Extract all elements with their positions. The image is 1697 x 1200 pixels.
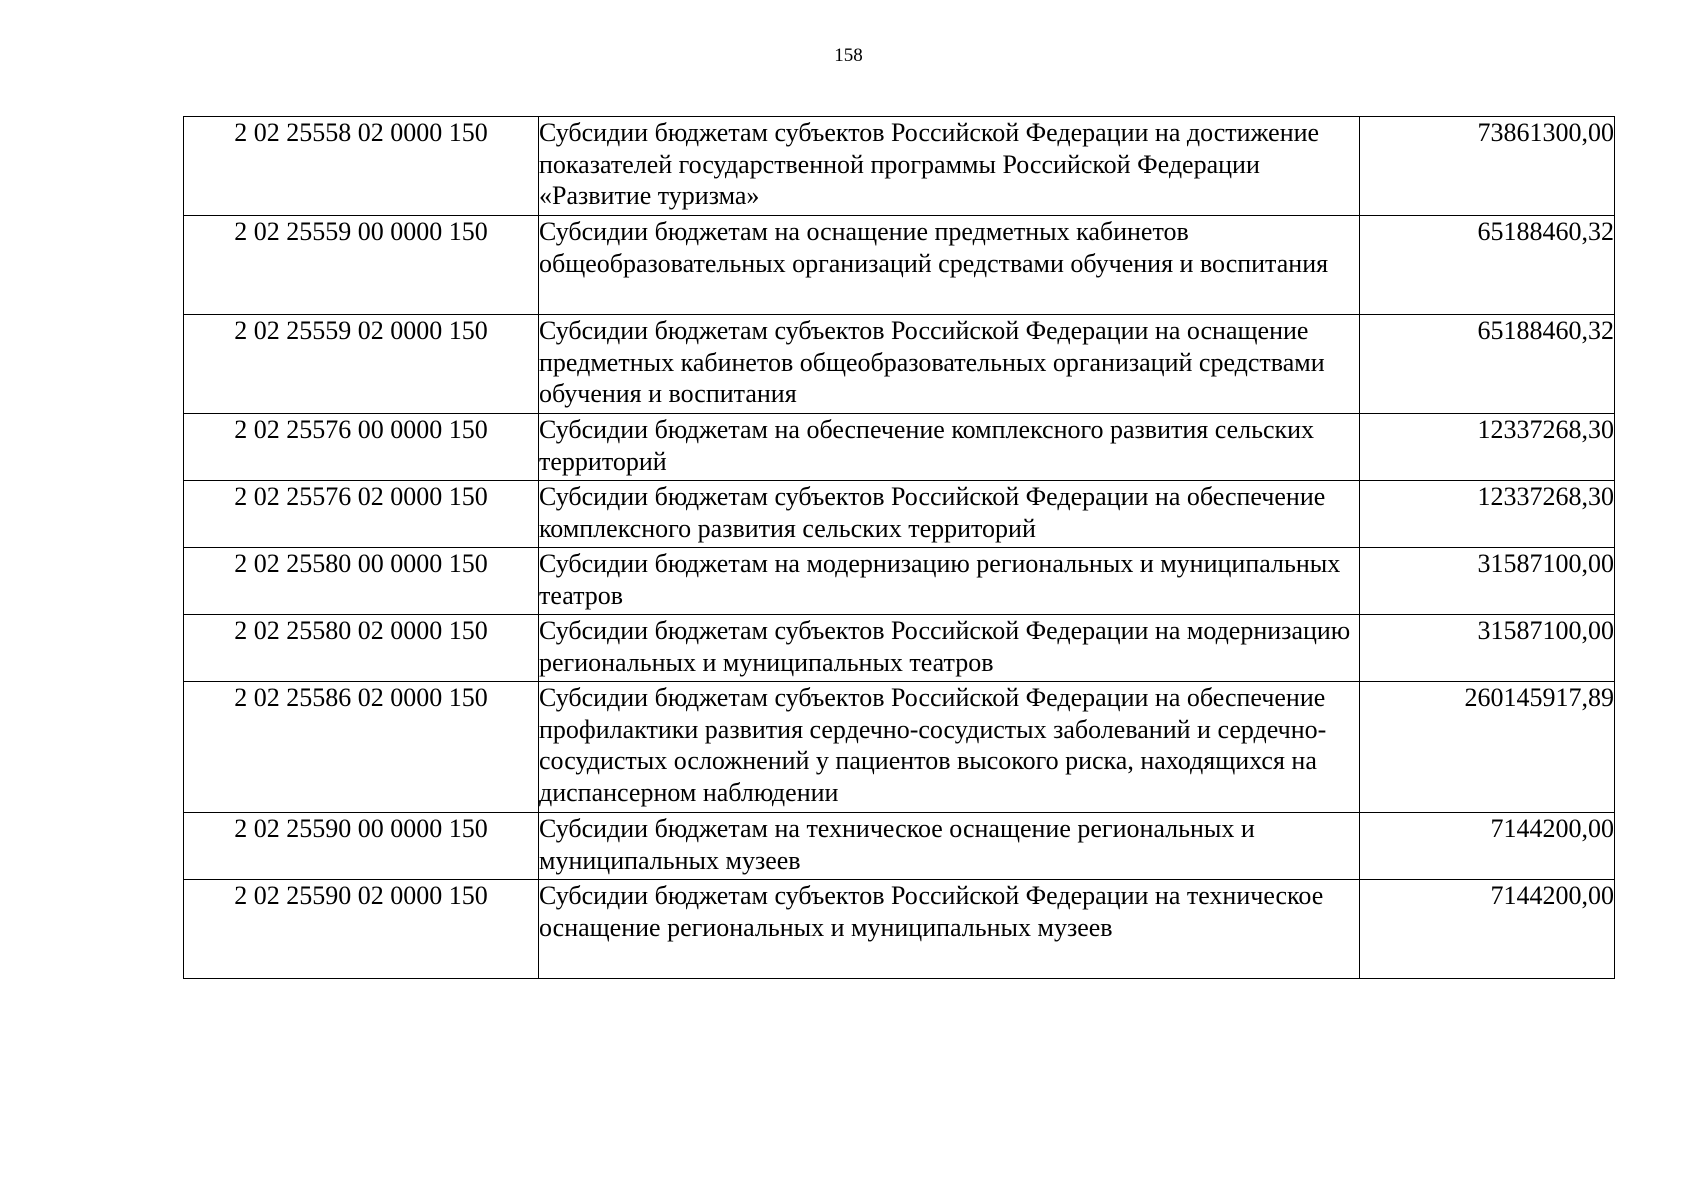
table-row xyxy=(184,880,1615,979)
amount: 260145917,89 xyxy=(1360,682,1615,813)
budget-classification-code: 2 02 25590 00 0000 150 xyxy=(184,813,539,880)
revenue-description: Субсидии бюджетам субъектов Российской Федерации на оснащение предметных кабинетов общеобразовательных организаций средствами обучения и воспитания xyxy=(539,315,1360,414)
revenue-description: Субсидии бюджетам субъектов Российской Федерации на техническое оснащение региональных и муниципальных музеев xyxy=(539,880,1360,979)
table-row xyxy=(184,481,1615,548)
amount: 31587100,00 xyxy=(1360,615,1615,682)
revenue-description: Субсидии бюджетам на модернизацию региональных и муниципальных театров xyxy=(539,548,1360,615)
revenue-description: Субсидии бюджетам на обеспечение комплексного развития сельских территорий xyxy=(539,414,1360,481)
budget-classification-code: 2 02 25576 00 0000 150 xyxy=(184,414,539,481)
budget-revenue-table xyxy=(183,116,1615,979)
table-row xyxy=(184,117,1615,216)
table-row xyxy=(184,414,1615,481)
amount: 7144200,00 xyxy=(1360,813,1615,880)
amount: 73861300,00 xyxy=(1360,117,1615,216)
revenue-description: Субсидии бюджетам на техническое оснащение региональных и муниципальных музеев xyxy=(539,813,1360,880)
revenue-description: Субсидии бюджетам на оснащение предметных кабинетов общеобразовательных организаций средствами обучения и воспитания xyxy=(539,216,1360,315)
budget-classification-code: 2 02 25586 02 0000 150 xyxy=(184,682,539,813)
amount: 65188460,32 xyxy=(1360,315,1615,414)
amount: 31587100,00 xyxy=(1360,548,1615,615)
amount: 12337268,30 xyxy=(1360,481,1615,548)
table-row xyxy=(184,315,1615,414)
budget-classification-code: 2 02 25559 00 0000 150 xyxy=(184,216,539,315)
table-row xyxy=(184,615,1615,682)
amount: 12337268,30 xyxy=(1360,414,1615,481)
table-row xyxy=(184,216,1615,315)
revenue-description: Субсидии бюджетам субъектов Российской Федерации на обеспечение комплексного развития сельских территорий xyxy=(539,481,1360,548)
revenue-description: Субсидии бюджетам субъектов Российской Федерации на достижение показателей государственной программы Российской Федерации «Развитие туризма» xyxy=(539,117,1360,216)
page-number: 158 xyxy=(834,45,863,66)
table-row xyxy=(184,813,1615,880)
budget-classification-code: 2 02 25558 02 0000 150 xyxy=(184,117,539,216)
budget-classification-code: 2 02 25590 02 0000 150 xyxy=(184,880,539,979)
revenue-description: Субсидии бюджетам субъектов Российской Федерации на модернизацию региональных и муниципальных театров xyxy=(539,615,1360,682)
amount: 7144200,00 xyxy=(1360,880,1615,979)
amount: 65188460,32 xyxy=(1360,216,1615,315)
budget-classification-code: 2 02 25576 02 0000 150 xyxy=(184,481,539,548)
budget-classification-code: 2 02 25580 00 0000 150 xyxy=(184,548,539,615)
revenue-description: Субсидии бюджетам субъектов Российской Федерации на обеспечение профилактики развития сердечно-сосудистых заболеваний и сердечно-сосудистых осложнений у пациентов высокого риска, находящихся на диспансерном наблюдении xyxy=(539,682,1360,813)
budget-classification-code: 2 02 25580 02 0000 150 xyxy=(184,615,539,682)
table-row xyxy=(184,548,1615,615)
table-row xyxy=(184,682,1615,813)
budget-classification-code: 2 02 25559 02 0000 150 xyxy=(184,315,539,414)
